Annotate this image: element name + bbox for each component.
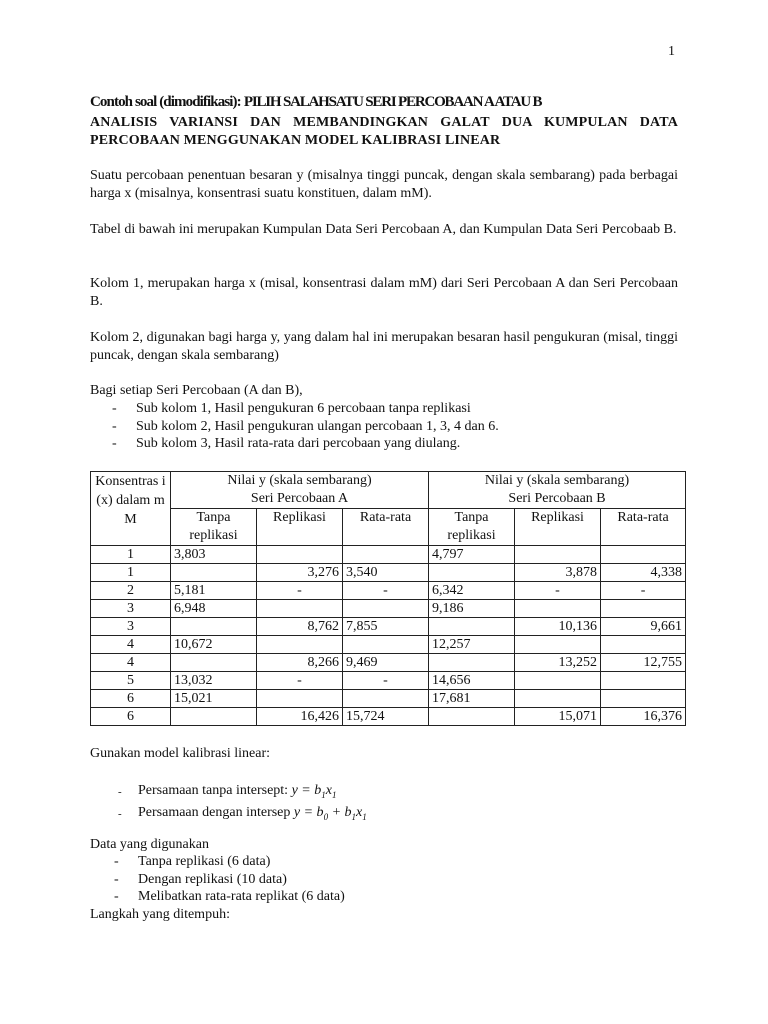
paragraph-seri-intro: Bagi setiap Seri Percobaan (A dan B),	[90, 383, 303, 398]
table-cell	[171, 654, 257, 672]
list-item: - Sub kolom 2, Hasil pengukuran ulangan percobaan 1, 3, 4 dan 6.	[112, 418, 499, 436]
table-cell: 4,338	[601, 564, 686, 582]
table-cell: 9,661	[601, 618, 686, 636]
table-cell: -	[601, 582, 686, 600]
table-cell	[343, 690, 429, 708]
table-cell	[429, 708, 515, 726]
table-cell: -	[257, 672, 343, 690]
list-item: - Sub kolom 1, Hasil pengukuran 6 percobaan tanpa replikasi	[112, 400, 499, 418]
paragraph-kolom-2-text: Kolom 2, digunakan bagi harga y, yang dalam hal ini merupakan besaran hasil pengukuran (misal, tinggi puncak, dengan skala sembarang)	[90, 330, 678, 363]
list-item: - Tanpa replikasi (6 data)	[114, 853, 345, 871]
table-row	[91, 654, 686, 672]
table-cell: 10,136	[515, 618, 601, 636]
table-cell	[515, 690, 601, 708]
sub-header: Replikasi	[257, 509, 343, 546]
title-emphasis: PILIH SALAHSATU SERI PERCOBAAN A ATAU B	[243, 94, 542, 110]
title-lead: Contoh soal (dimodifikasi):	[90, 94, 241, 110]
paragraph-table-intro: Tabel di bawah ini merupakan Kumpulan Data Seri Percobaan A, dan Kumpulan Data Seri Percobaab B.	[90, 222, 677, 237]
table-cell: 15,071	[515, 708, 601, 726]
document-subtitle: ANALISIS VARIANSI DAN MEMBANDINGKAN GALAT DUA KUMPULAN DATA PERCOBAAN MENGGUNAKAN MODEL KALIBRASI LINEAR	[90, 115, 678, 148]
table-cell: 4,797	[429, 546, 515, 564]
sub-header: Rata-rata	[601, 509, 686, 546]
list-item: - Sub kolom 3, Hasil rata-rata dari percobaan yang diulang.	[112, 435, 499, 453]
group-header-a	[171, 472, 429, 509]
table-cell	[515, 636, 601, 654]
table-cell: 1	[91, 546, 171, 564]
table-cell: 16,376	[601, 708, 686, 726]
column-header-konsentrasi: Konsentras i (x) dalam mM	[91, 472, 171, 546]
table-cell: 6	[91, 690, 171, 708]
paragraph-intro: Suatu percobaan penentuan besaran y (misalnya tinggi puncak, dengan skala sembarang) pada berbagai harga x (misalnya, konsentrasi suatu konstituen, dalam mM).	[90, 168, 678, 201]
table-cell	[515, 546, 601, 564]
table-row	[91, 636, 686, 654]
data-intro: Data yang digunakan	[90, 837, 209, 852]
paragraph-kolom-1: Kolom 1, merupakan harga x (misal, konsentrasi dalam mM) dari Seri Percobaan A dan Seri Percobaan B.	[90, 276, 678, 309]
sub-header: Tanpa replikasi	[429, 509, 515, 546]
table-cell: 2	[91, 582, 171, 600]
steps-label: Langkah yang ditempuh:	[90, 907, 230, 922]
table-cell	[601, 636, 686, 654]
table-cell: 6,342	[429, 582, 515, 600]
table-cell: 3,878	[515, 564, 601, 582]
table-cell	[343, 546, 429, 564]
subkolom-list	[112, 400, 499, 453]
group-a-header-line-1: Nilai y (skala sembarang)	[227, 473, 372, 488]
table-cell: -	[343, 672, 429, 690]
table-cell	[429, 564, 515, 582]
table-cell	[601, 546, 686, 564]
table-cell	[257, 600, 343, 618]
data-table	[90, 471, 686, 726]
table-cell	[601, 600, 686, 618]
table-cell: -	[343, 582, 429, 600]
sub-header: Rata-rata	[343, 509, 429, 546]
table-cell	[171, 564, 257, 582]
equation-with-intercept: $y = b_0 + b_1x_1$	[293, 804, 367, 822]
table-row	[91, 582, 686, 600]
table-cell: 17,681	[429, 690, 515, 708]
group-b-header-line-2: Seri Percobaan B	[508, 491, 606, 506]
table-cell: 12,257	[429, 636, 515, 654]
document-title	[90, 94, 690, 111]
table-row	[91, 546, 686, 564]
table-cell: 10,672	[171, 636, 257, 654]
model-label: Persamaan dengan intersep	[138, 804, 291, 820]
table-cell: 4	[91, 636, 171, 654]
table-cell	[257, 690, 343, 708]
table-cell	[429, 618, 515, 636]
table-cell	[601, 690, 686, 708]
model-intro: Gunakan model kalibrasi linear:	[90, 746, 270, 761]
table-cell: 13,032	[171, 672, 257, 690]
table-cell	[171, 618, 257, 636]
table-cell: 15,724	[343, 708, 429, 726]
page-number: 1	[668, 44, 675, 59]
table-cell: 3	[91, 600, 171, 618]
table-cell: 12,755	[601, 654, 686, 672]
table-row	[91, 708, 686, 726]
table-cell	[343, 636, 429, 654]
table-cell: 8,266	[257, 654, 343, 672]
table-cell: 3,276	[257, 564, 343, 582]
table-row	[91, 690, 686, 708]
paragraph-kolom-2	[90, 329, 678, 365]
table-cell: 3	[91, 618, 171, 636]
table-cell: 13,252	[515, 654, 601, 672]
table-cell	[257, 636, 343, 654]
table-cell	[515, 672, 601, 690]
sub-header: Replikasi	[515, 509, 601, 546]
model-list	[118, 782, 367, 826]
table-cell	[601, 672, 686, 690]
table-row	[91, 564, 686, 582]
list-item: - Melibatkan rata-rata replikat (6 data)	[114, 888, 345, 906]
table-cell: 6,948	[171, 600, 257, 618]
table-cell	[171, 708, 257, 726]
table-body	[91, 546, 686, 726]
list-item	[118, 804, 367, 826]
table-cell: 15,021	[171, 690, 257, 708]
table-row	[91, 618, 686, 636]
table-row	[91, 672, 686, 690]
group-header-b	[429, 472, 686, 509]
list-item	[118, 782, 367, 804]
table-cell: 3,803	[171, 546, 257, 564]
list-item: - Dengan replikasi (10 data)	[114, 871, 345, 889]
data-list	[114, 853, 345, 906]
table-cell	[343, 600, 429, 618]
table-cell: 9,186	[429, 600, 515, 618]
table-row	[91, 600, 686, 618]
table-cell: 5	[91, 672, 171, 690]
table-cell: 6	[91, 708, 171, 726]
sub-header: Tanpa replikasi	[171, 509, 257, 546]
equation-no-intercept: $y = b_1x_1$	[291, 783, 337, 800]
table-cell: 1	[91, 564, 171, 582]
table-cell: 3,540	[343, 564, 429, 582]
table-cell: -	[515, 582, 601, 600]
table-cell: 5,181	[171, 582, 257, 600]
model-label: Persamaan tanpa intersept:	[138, 783, 289, 798]
table-cell	[515, 600, 601, 618]
table-cell: 8,762	[257, 618, 343, 636]
table-cell: 16,426	[257, 708, 343, 726]
table-cell	[257, 546, 343, 564]
table-cell: 7,855	[343, 618, 429, 636]
table-cell: 4	[91, 654, 171, 672]
table-cell	[429, 654, 515, 672]
group-b-header-line-1: Nilai y (skala sembarang)	[484, 473, 630, 488]
group-a-header-line-2: Seri Percobaan A	[250, 491, 349, 506]
table-cell: 14,656	[429, 672, 515, 690]
table-cell: -	[257, 582, 343, 600]
table-cell: 9,469	[343, 654, 429, 672]
